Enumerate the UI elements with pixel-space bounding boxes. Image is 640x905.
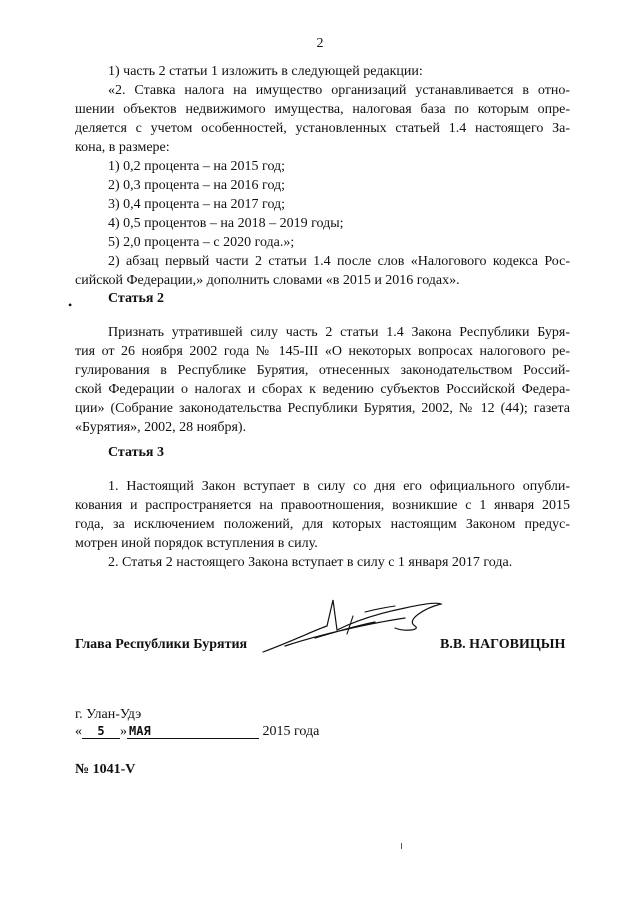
signing-date: [75, 724, 319, 740]
article-3-line: 2. Статья 2 настоящего Закона вступает в силу с 1 января 2017 года.: [108, 555, 513, 570]
rate-item: 5) 2,0 процента – с 2020 года.»;: [108, 235, 295, 250]
rate-item: 1) 0,2 процента – на 2015 год;: [108, 159, 286, 174]
article-2-line: тия от 26 ноября 2002 года № 145-III «О некоторых вопросах налогового ре-: [75, 344, 570, 359]
amendment-line: 2) абзац первый части 2 статьи 1.4 после слов «Налогового кодекса Рос-: [108, 254, 570, 269]
article-3-heading: Статья 3: [108, 445, 164, 460]
article-3-line: года, за исключением положений, для которых настоящим Законом предус-: [75, 517, 570, 532]
date-year: 2015 года: [262, 724, 320, 739]
place-of-signing: г. Улан-Удэ: [75, 707, 142, 722]
article-2-heading: Статья 2: [108, 291, 164, 306]
stray-mark: [401, 843, 402, 849]
date-month: МАЯ: [127, 724, 259, 739]
margin-bullet: •: [68, 298, 73, 312]
handwritten-signature: [255, 596, 445, 658]
amendment-line: шении объектов недвижимого имущества, налоговая база по которым опре-: [75, 102, 570, 117]
amendment-line: кона, в размере:: [75, 140, 170, 155]
rate-item: 3) 0,4 процента – на 2017 год;: [108, 197, 286, 212]
article-3-line: кования и распространяется на правоотношения, возникшие с 1 января 2015: [75, 498, 570, 513]
date-day: 5: [82, 724, 120, 739]
article-2-line: «Бурятия», 2002, 28 ноября).: [75, 420, 247, 435]
article-2-line: гулирования в Республике Бурятия, отнесенных законодательством Россий-: [75, 363, 570, 378]
article-2-line: ской Федерации о налогах и сборах к ведению субъектов Российской Федера-: [75, 382, 570, 397]
signatory-name: В.В. НАГОВИЦЫН: [440, 637, 566, 652]
article-3-line: 1. Настоящий Закон вступает в силу со дня его официального опубли-: [108, 479, 570, 494]
date-quote-open: «: [75, 724, 82, 739]
article-3-line: мотрен иной порядок вступления в силу.: [75, 536, 318, 551]
amendment-line: 1) часть 2 статьи 1 изложить в следующей редакции:: [108, 64, 423, 79]
amendment-line: «2. Ставка налога на имущество организаций устанавливается в отно-: [108, 83, 570, 98]
signatory-title: Глава Республики Бурятия: [75, 637, 248, 652]
amendment-line: деляется с учетом особенностей, установленных статьей 1.4 настоящего За-: [75, 121, 570, 136]
rate-item: 4) 0,5 процентов – на 2018 – 2019 годы;: [108, 216, 344, 231]
article-2-line: Признать утратившей силу часть 2 статьи 1.4 Закона Республики Буря-: [108, 325, 570, 340]
date-quote-close: »: [120, 724, 127, 739]
article-2-line: ции» (Собрание законодательства Республики Бурятия, 2002, № 12 (44); газета: [75, 401, 570, 416]
document-number: № 1041-V: [75, 762, 136, 777]
amendment-line: сийской Федерации,» дополнить словами «в 2015 и 2016 годах».: [75, 273, 460, 288]
page-number: 2: [316, 36, 324, 51]
rate-item: 2) 0,3 процента – на 2016 год;: [108, 178, 286, 193]
